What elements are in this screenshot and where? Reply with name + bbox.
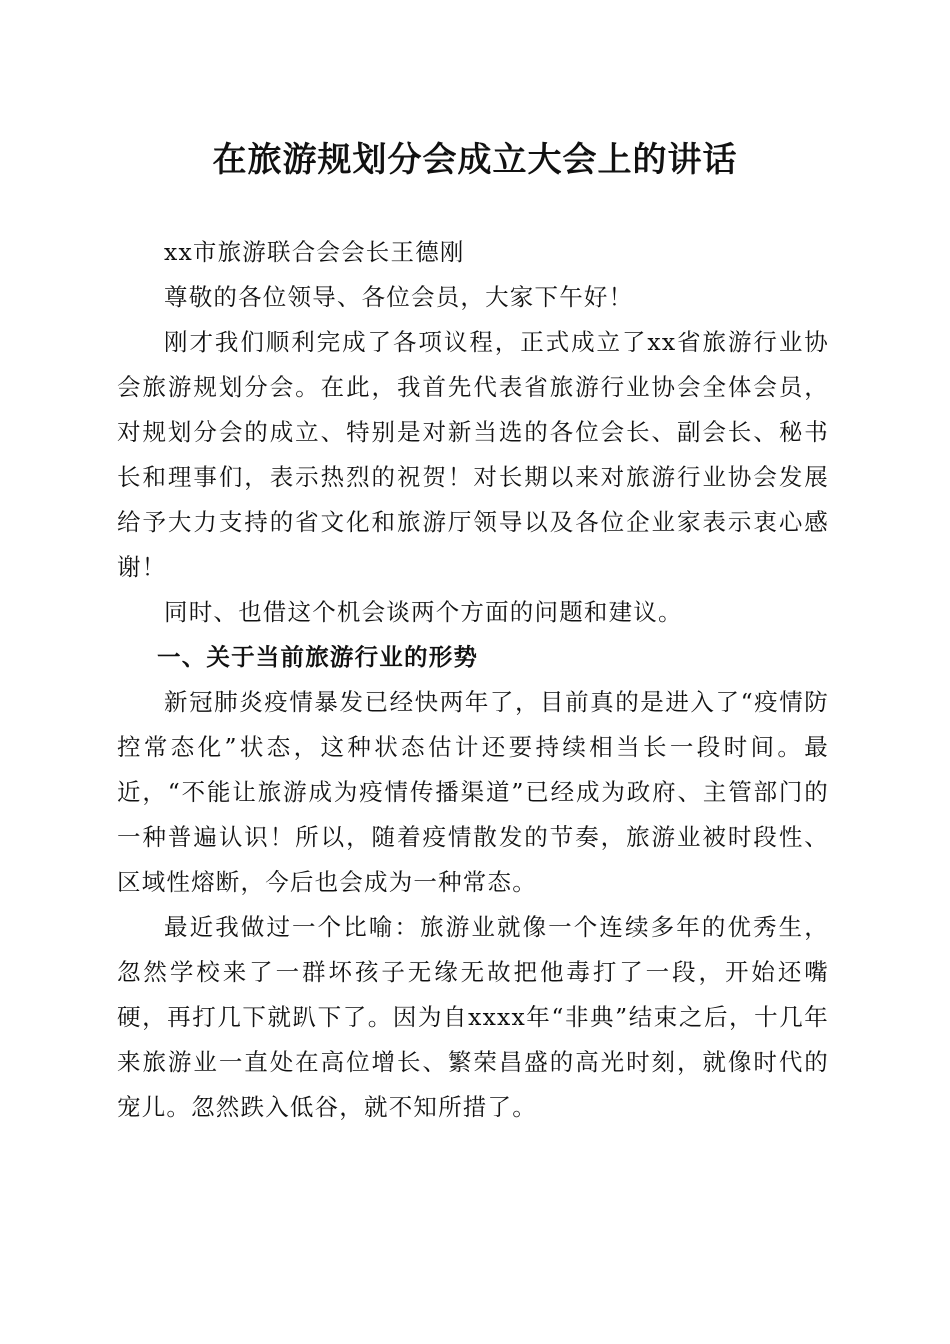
paragraph-opening: 刚才我们顺利完成了各项议程，正式成立了xx省旅游行业协会旅游规划分会。在此，我首先代表省旅游行业协会全体会员，对规划分会的成立、特别是对新当选的各位会长、副会长、秘书长和理事们，表示热烈的祝贺！对长期以来对旅游行业协会发展给予大力支持的省文化和旅游厅领导以及各位企业家表示衷心感谢！	[117, 328, 829, 581]
greeting: 尊敬的各位领导、各位会员，大家下午好！	[164, 283, 634, 311]
paragraph-metaphor: 最近我做过一个比喻：旅游业就像一个连续多年的优秀生，忽然学校来了一群坏孩子无缘无故把他毒打了一段，开始还嘴硬，再打几下就趴下了。因为自xxxx年“非典”结束之后，十几年来旅游业一直处在高位增长、繁荣昌盛的高光时刻，就像时代的宠儿。忽然跌入低谷，就不知所措了。	[117, 913, 829, 1121]
paragraph-transition: 同时、也借这个机会谈两个方面的问题和建议。	[164, 598, 683, 626]
section-heading: 一、关于当前旅游行业的形势	[157, 643, 479, 671]
paragraph-situation: 新冠肺炎疫情暴发已经快两年了，目前真的是进入了“疫情防控常态化”状态，这种状态估计还要持续相当长一段时间。最近，“不能让旅游成为疫情传播渠道”已经成为政府、主管部门的一种普遍认识！所以，随着疫情散发的节奏，旅游业被时段性、区域性熔断，今后也会成为一种常态。	[117, 688, 829, 896]
document-body	[117, 230, 829, 1130]
document-title: 在旅游规划分会成立大会上的讲话	[212, 140, 738, 180]
author-line: xx市旅游联合会会长王德刚	[164, 238, 465, 266]
